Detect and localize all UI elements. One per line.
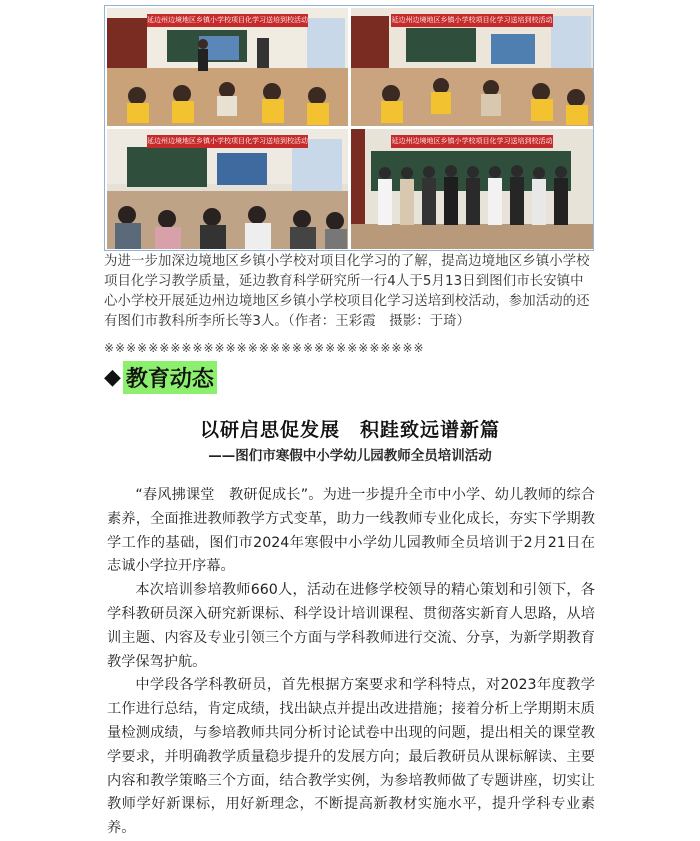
section-divider: ※※※※※※※※※※※※※※※※※※※※※※※※※※※※※ xyxy=(104,341,425,355)
photo-caption: 为进一步加深边境地区乡镇小学校对项目化学习的了解，提高边境地区乡镇小学校项目化学习教学质量，延边教育科学研究所一行4人于5月13日到图们市长安镇中心小学校开展延边州边境地区乡镇小学校项目化学习送培到校活动，参加活动的还有图们市教科所李所长等3人。（作者：王彩霞 摄影：于琦） xyxy=(104,254,590,329)
photo-collage xyxy=(104,5,594,251)
article-paragraph: 本次培训参培教师660人，活动在进修学校领导的精心策划和引领下，各学科教研员深入研究新课标、科学设计培训课程、贯彻落实新育人思路，从培训主题、内容及专业引领三个方面与学科教师进行交流、分享，为新学期教育教学保驾护航。 xyxy=(107,582,595,670)
article-paragraph: 中学段各学科教研员，首先根据方案要求和学科特点，对2023年度教学工作进行总结，肯定成绩，找出缺点并提出改进措施；接着分析上学期期末质量检测成绩，与参培教师共同分析讨论试卷中出现的问题，提出相关的课堂教学要求，并明确教学质量稳步提升的发展方向；最后教研员从课标解读、主要内容和教学策略三个方面，结合教学实例，为参培教师做了专题讲座，切实让教师学好新课标，用好新理念，不断提高新教材实施水平，提升学科专业素养。 xyxy=(107,677,595,837)
article-paragraph: “春风拂课堂 教研促成长”。为进一步提升全市中小学、幼儿教师的综合素养，全面推进教师教学方式变革，助力一线教师专业化成长，夯实下学期教学工作的基础，图们市2024年寒假中小学幼儿园教师全员培训于2月21日在志诚小学拉开序幕。 xyxy=(107,487,595,575)
photo-banner: 延边州边境地区乡镇小学校项目化学习送培到校活动 xyxy=(391,14,553,27)
section-header xyxy=(104,360,217,394)
article-body xyxy=(107,484,595,841)
photo-banner: 延边州边境地区乡镇小学校项目化学习送培到校活动 xyxy=(147,135,308,148)
article-title: 以研启思促发展 积跬致远谱新篇 xyxy=(199,419,500,441)
photo-classroom-teacher xyxy=(107,8,348,126)
photo-group xyxy=(351,129,593,249)
photo-banner: 延边州边境地区乡镇小学校项目化学习送培到校活动 xyxy=(391,135,553,148)
article-subtitle: ——图们市寒假中小学幼儿园教师全员培训活动 xyxy=(208,448,492,464)
photo-classroom-students xyxy=(351,8,593,126)
photo-banner: 延边州边境地区乡镇小学校项目化学习送培到校活动 xyxy=(147,14,308,27)
photo-classroom-observers xyxy=(107,129,348,249)
diamond-bullet-icon: ◆ xyxy=(104,364,121,390)
section-label: 教育动态 xyxy=(123,361,217,394)
